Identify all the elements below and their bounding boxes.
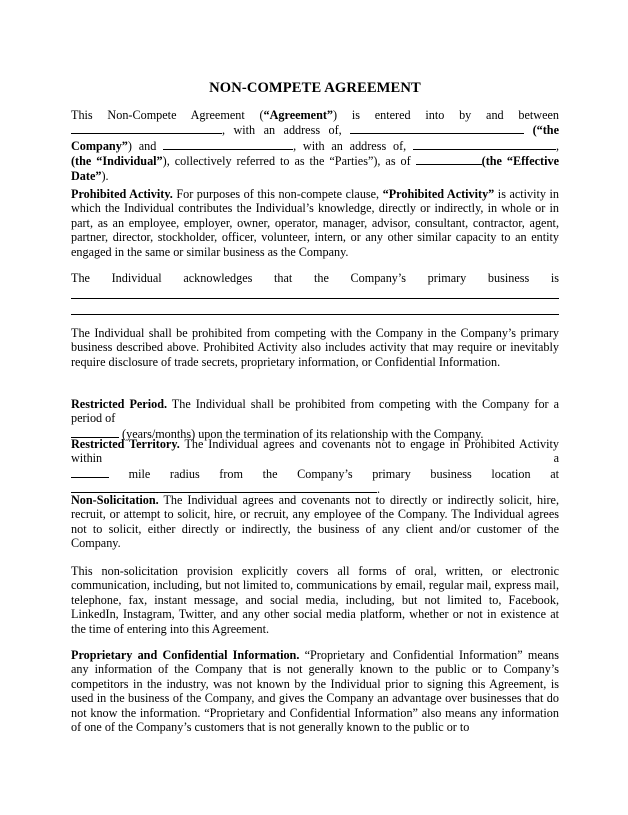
company-term: (“the [532,123,559,138]
prohibited-activity-heading: Prohibited Activity. [71,187,173,201]
individual-term: (the “Individual” [71,154,163,169]
intro-paragraph [71,108,559,183]
non-solicitation-coverage-paragraph: This non-solicitation provision explicitly covers all forms of oral, written, or electronic communication, including, but not limited to, communications by email, regular mail, express mail, telephone, fax, instant message, and social media, including, but not limited to, Facebook, LinkedIn, Instagram, Twitter, and any other social media platform, whether or not in existence at the time of entering into this Agreement. [71,564,559,636]
paragraph-text: For purposes of this non-compete clause, [172,187,383,201]
primary-business-text: The Individual acknowledges that the Company’s primary business is [71,271,559,285]
mile-radius-blank[interactable] [71,466,109,478]
prohibited-competing-paragraph: The Individual shall be prohibited from competing with the Company in the Company’s primary business described above. Prohibited Activity also includes activity that may require or inevitably require disclosure of trade secrets, proprietary information, or Confidential Information. [71,326,559,369]
confidential-information-heading: Proprietary and Confidential Information. [71,648,300,662]
restricted-territory-paragraph [71,437,559,497]
paragraph-text: mile radius from the Company’s primary business location at [128,466,559,481]
paragraph-text: (years/months) upon the termination of its relationship with the Company. [122,426,484,441]
party-two-name-blank[interactable] [163,138,293,150]
paragraph-text: The Individual shall be prohibited from competing with the Company for a period of [71,397,559,426]
primary-business-blank-line-1[interactable] [71,298,559,299]
effective-date-term: Date” [71,168,102,183]
intro-text: ). [101,168,109,183]
non-solicitation-paragraph [71,493,559,551]
non-solicitation-heading: Non-Solicitation. [71,493,159,507]
restricted-period-paragraph [71,397,559,441]
intro-text: , with an address of, [293,138,407,153]
confidential-information-paragraph [71,648,559,734]
restricted-territory-heading: Restricted Territory. [71,437,180,451]
period-length-blank[interactable] [71,426,119,438]
party-one-name-blank[interactable] [71,122,222,134]
party-one-address-blank[interactable] [350,122,524,134]
business-location-blank[interactable] [71,481,377,493]
intro-text: , [555,138,560,153]
intro-text: ) is entered into by and between [333,108,559,122]
paragraph-text: “Proprietary and Confidential Information” means any information of the Company that is not generally known to the public or to Company’s competitors in the industry, was not known by the Individual prior to signing this Agreement, is used in the business of the Company, and gives the Company an advantage over businesses that do not know the information. “Proprietary and Confidential Information” also means any information of one of the Company’s customers that is not generally known to the public or to [71,648,560,735]
intro-text: ) and [127,138,157,153]
prohibited-activity-term: “Prohibited Activity” [382,187,495,201]
paragraph-text: . [377,482,381,497]
restricted-period-heading: Restricted Period. [71,397,168,411]
paragraph-text: The Individual agrees and covenants not to directly or indirectly solicit, hire, recruit, or attempt to solicit, hire, or recruit, any employee of the Company. The Individual agrees not to solicit, either directly or indirectly, the business of any client and/or customer of the Company. [71,493,559,551]
document-title: NON-COMPETE AGREEMENT [209,80,421,96]
prohibited-activity-paragraph [71,187,559,259]
intro-text: , with an address of, [222,123,342,138]
paragraph-text: The Individual agrees and covenants not to engage in Prohibited Activity within a [71,437,559,466]
primary-business-paragraph [71,271,559,285]
intro-text: ), collectively referred to as the “Parties”), as of [162,154,411,169]
party-two-address-blank[interactable] [413,138,556,150]
paragraph-text: is activity in which the Individual contributes the Individual’s knowledge, directly or indirectly, in whole or in part, as an employee, employer, owner, operator, manager, advisor, consultant, contractor, agent, partner, director, stockholder, officer, volunteer, intern, or any other similar capacity to an entity engaged in the same or similar business as the Company. [71,187,560,259]
effective-date-blank[interactable] [416,153,482,165]
agreement-term: “Agreement” [263,108,334,122]
primary-business-blank-line-2[interactable] [71,314,559,315]
effective-date-term: (the “Effective [481,154,560,169]
company-term: Company” [71,138,128,153]
intro-text: This Non-Compete Agreement ( [71,108,264,122]
